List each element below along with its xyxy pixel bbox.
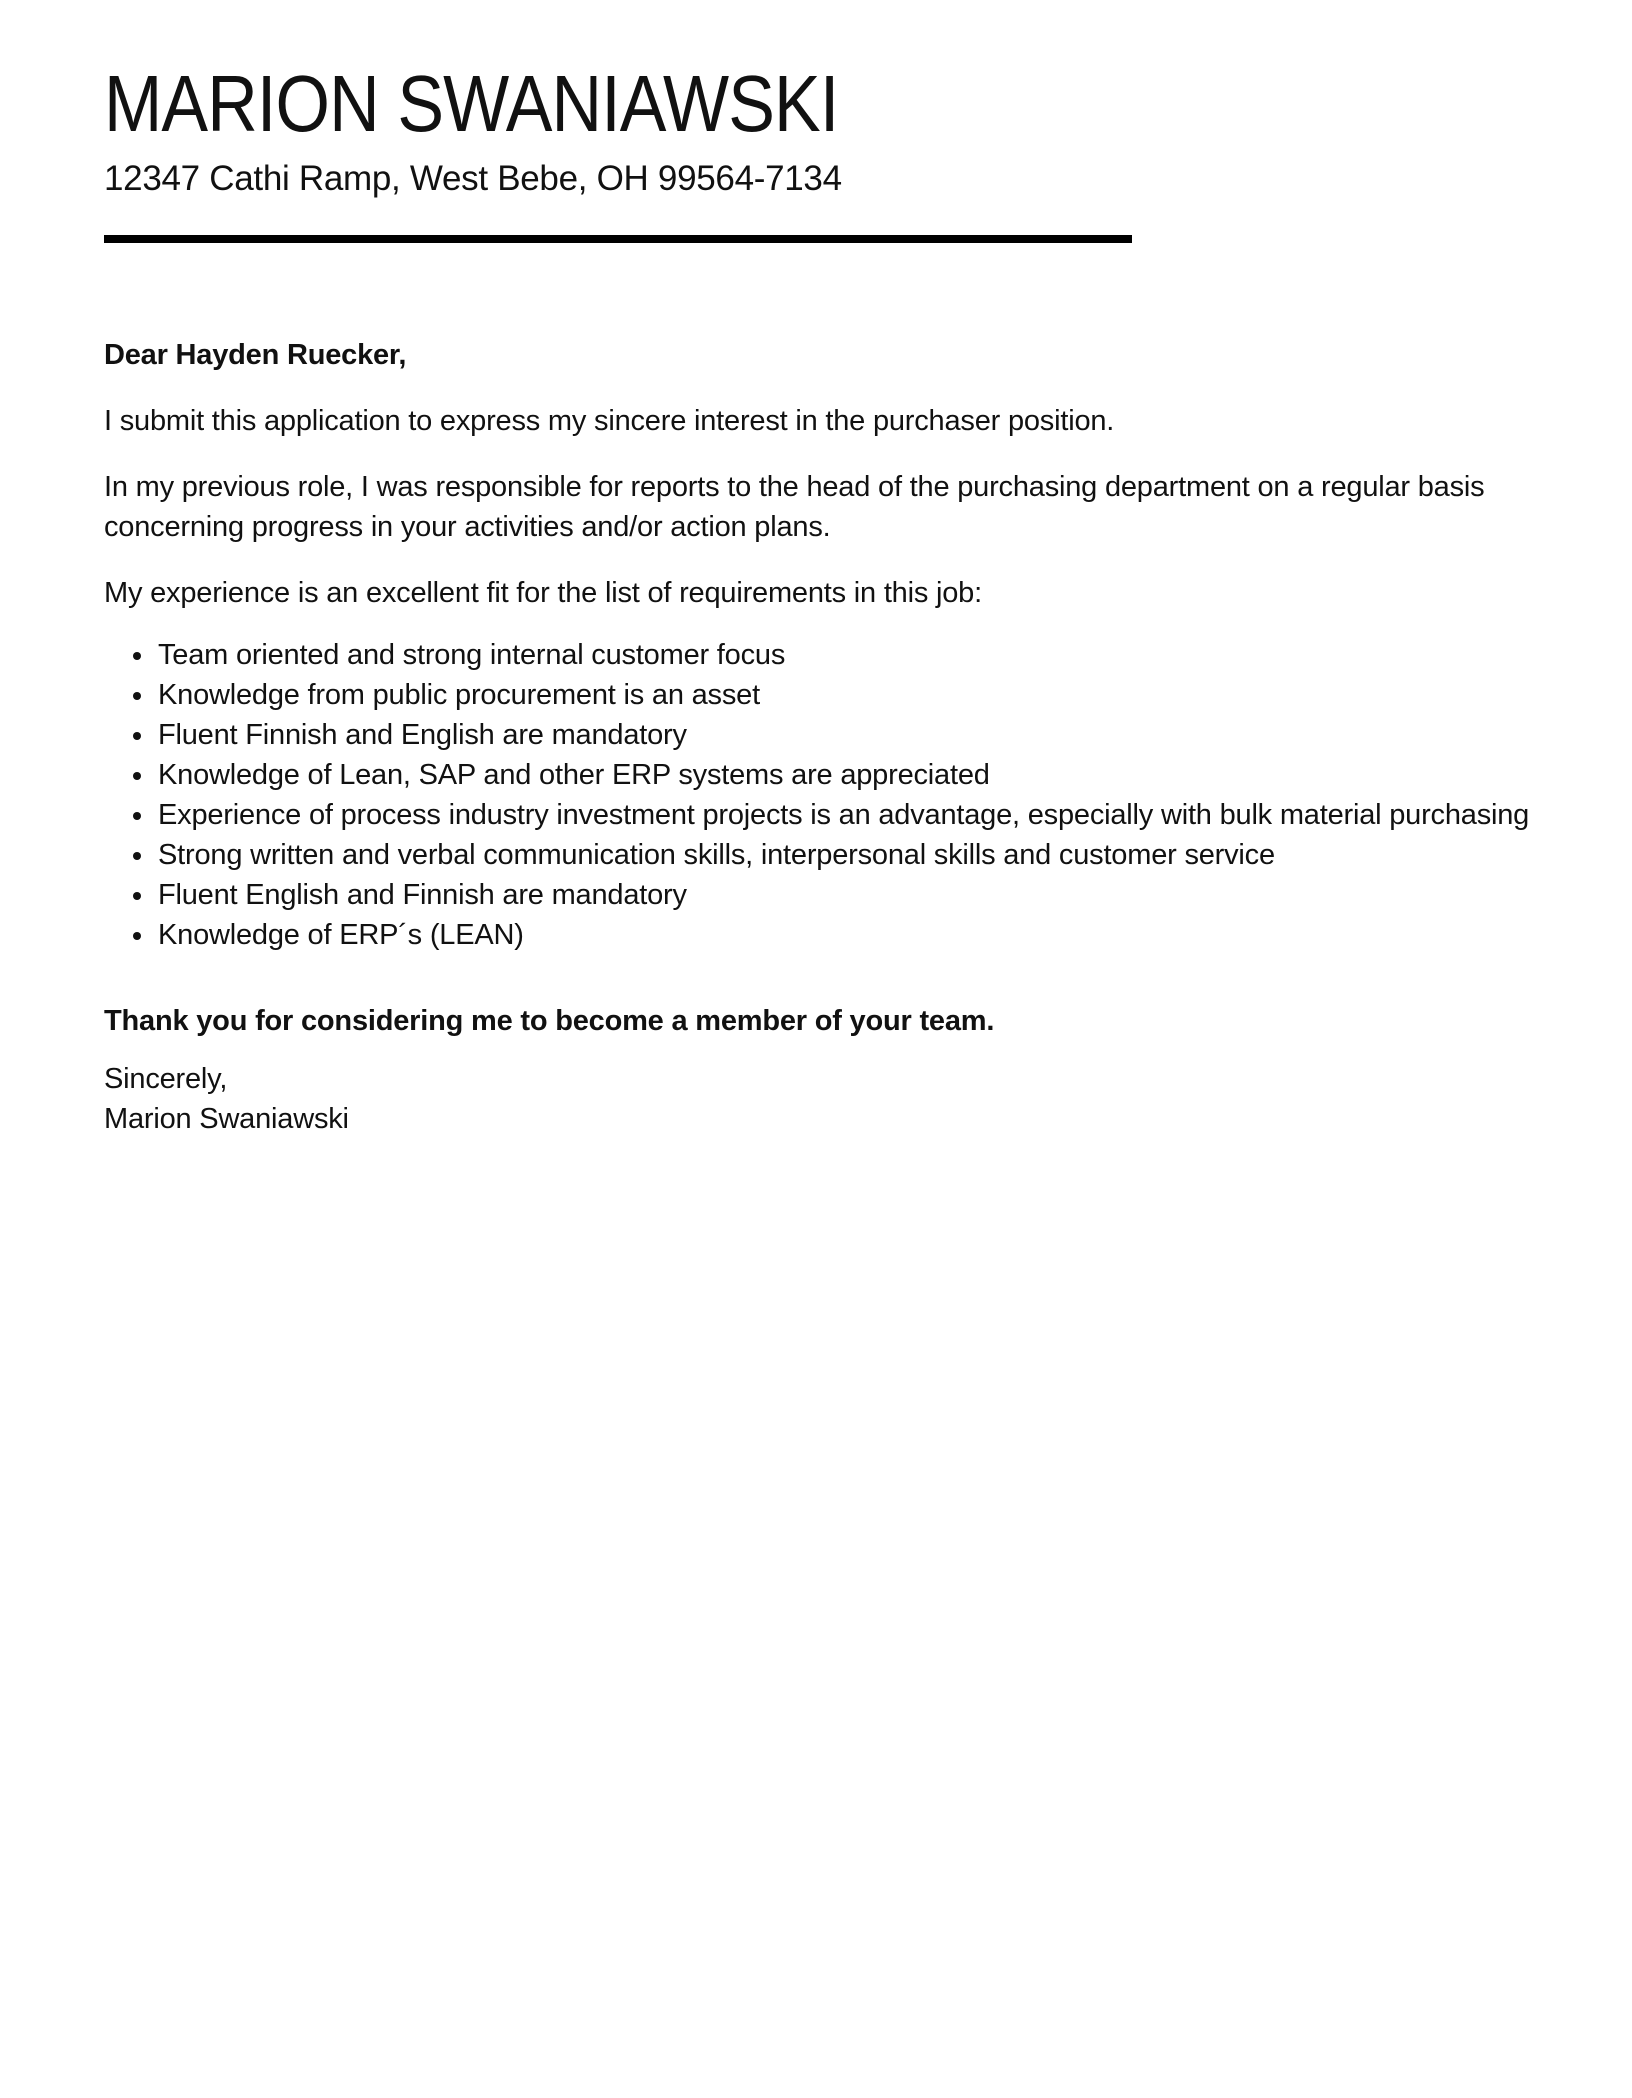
thanks-line: Thank you for considering me to become a member of your team. [104, 1005, 995, 1037]
signature-name: Marion Swaniawski [104, 1103, 349, 1135]
requirement-item: • Experience of process industry investment projects is an advantage, especially with bulk material purchasing [156, 795, 1532, 835]
requirement-item: • Knowledge of ERP´s (LEAN) [156, 915, 1532, 955]
requirement-item: • Fluent Finnish and English are mandatory [156, 715, 1532, 755]
requirements-list [104, 635, 1532, 955]
letter-header [104, 58, 1532, 243]
letter-body [104, 335, 1532, 1139]
requirement-item: • Knowledge from public procurement is an asset [156, 675, 1532, 715]
previous-role-paragraph: In my previous role, I was responsible for reports to the head of the purchasing department on a regular basis concerning progress in your activities and/or action plans. [104, 471, 1485, 543]
closing-block [104, 1059, 1532, 1139]
requirement-item: • Strong written and verbal communication skills, interpersonal skills and customer service [156, 835, 1532, 875]
closing-line: Sincerely, [104, 1063, 228, 1095]
header-divider [104, 235, 1132, 243]
fit-paragraph: My experience is an excellent fit for the list of requirements in this job: [104, 577, 982, 609]
sender-address: 12347 Cathi Ramp, West Bebe, OH 99564-7134 [104, 159, 842, 198]
greeting-line: Dear Hayden Ruecker, [104, 339, 407, 371]
requirement-item: • Knowledge of Lean, SAP and other ERP systems are appreciated [156, 755, 1532, 795]
sender-name: MARION SWANIAWSKI [104, 59, 839, 148]
requirement-item: • Fluent English and Finnish are mandatory [156, 875, 1532, 915]
requirement-item: • Team oriented and strong internal customer focus [156, 635, 1532, 675]
intro-paragraph: I submit this application to express my sincere interest in the purchaser position. [104, 405, 1115, 437]
